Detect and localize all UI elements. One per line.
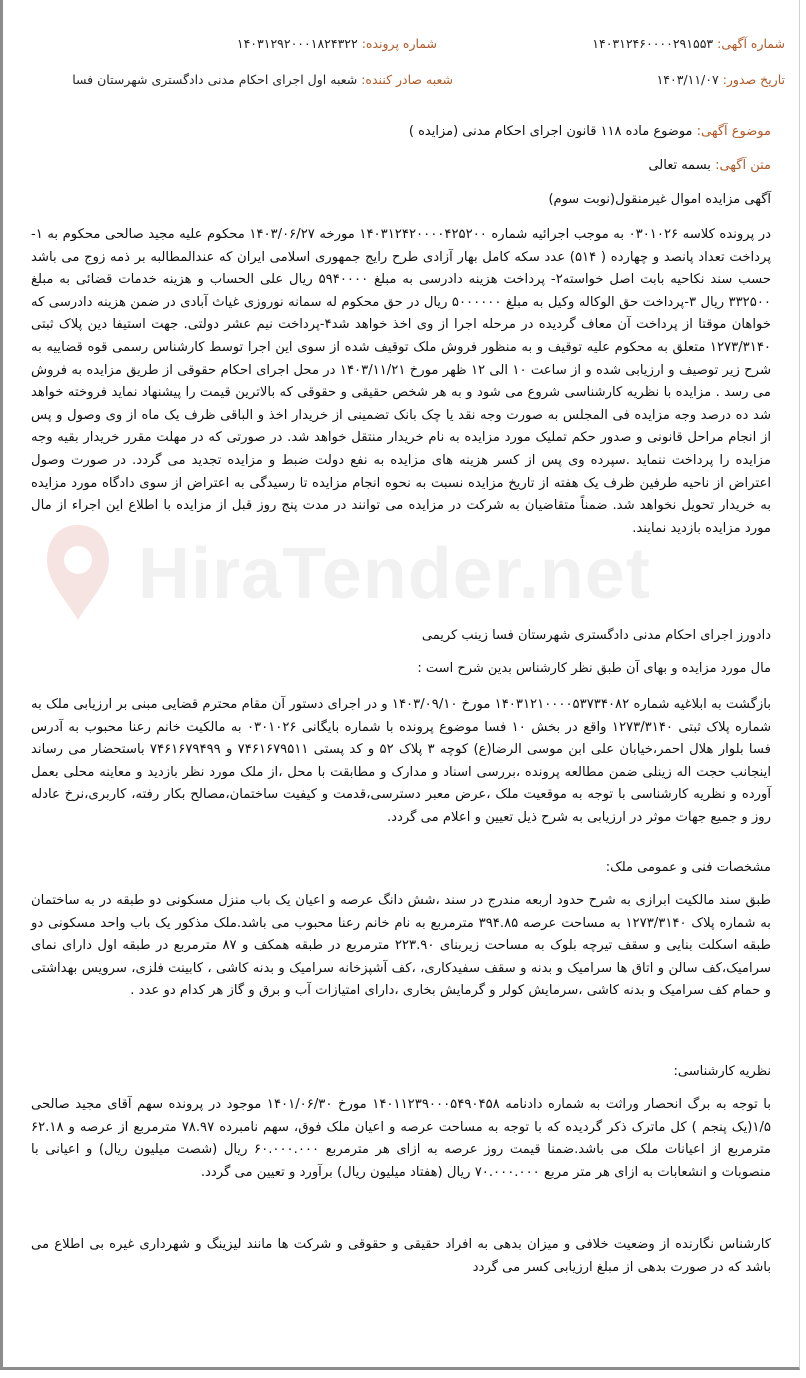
subject-line [31, 124, 771, 139]
opinion-paragraph: با توجه به برگ انحصار وراثت به شماره دادنامه ۱۴۰۱۱۲۳۹۰۰۰۵۴۹۰۴۵۸ مورخ ۱۴۰۱/۰۶/۳۰ موجود در پرونده سهم آقای مجید صالحی ۱/۵(یک پنجم ) کل ماترک ذکر گردیده که با توجه به مساحت عرصه و اعیان ملک فوق، سهم نامبرده ۷۸.۹۷ مترمربع از عرصه و ۶۲.۱۸ مترمربع از اعیانات ملک می باشد.ضمنا قیمت روز عرصه به ازای هر مترمربع ۶۰.۰۰۰.۰۰۰ ریال (شصت میلیون ریال) و اعیانی با منصوبات و انشعابات به ازای هر متر مربع ۷۰.۰۰۰.۰۰۰ ریال (هفتاد میلیون ریال) برآورد و تعیین می گردد. [31, 1097, 771, 1180]
main-paragraph: در پرونده کلاسه ۰۳۰۱۰۲۶ به موجب اجرائیه شماره ۱۴۰۳۱۲۴۲۰۰۰۰۴۲۵۲۰۰ مورخه ۱۴۰۳/۰۶/۲۷ محکوم علیه مجید صالحی محکوم به ۱- پرداخت تعداد پانصد و چهارده ( ۵۱۴) عدد سکه کامل بهار آزادی طرح رایج جمهوری اسلامی ایران که عندالمطالبه بر ذمه زوج می باشد حسب سند نکاحیه بابت اصل خواسته۲- پرداخت هزینه دادرسی به مبلغ ۵۹۴۰۰۰۰ ریال علی الحساب و هزینه خدمات قضائی به مبلغ ۳۳۲۵۰۰ ریال ۳-پرداخت حق الوکاله وکیل به مبلغ ۵۰۰۰۰۰۰ ریال در حق محکوم له سمانه نوروزی غیاث آبادی در ضمن هزینه دادرسی که خواهان موقتا از پرداخت آن معاف گردیده در مرحله اجرا از وی اخذ خواهد شد۴-پرداخت نیم عشر دولتی. جهت استیفا دین پلاک ثبتی ۱۲۷۳/۳۱۴۰ متعلق به محکوم علیه توقیف و به منظور فروش ملک توقیف شده از سوی این اجرا توسط کارشناس رسمی قوه قضاییه به شرح زیر توصیف و ارزیابی شده و از ساعت ۱۰ الی ۱۲ ظهر مورخ ۱۴۰۳/۱۱/۲۱ در محل اجرای احکام حقوقی از طریق مزایده به فروش می رسد . مزایده با نظریه کارشناسی شروع می شود و به هر شخص حقیقی و حقوقی که بالاترین قیمت را پیشنهاد نماید فروخته خواهد شد ده درصد وجه مزایده فی المجلس به صورت وجه نقد یا چک بانک تضمینی از خریدار اخذ و الباقی ظرف یک ماه از وی وصول و پس از انجام مراحل قانونی و صدور حکم تملیک مورد مزایده به نام خریدار منتقل خواهد شد. در صورتی که در مهلت مقرر خریدار بقیه وجه مزایده را پرداخت ننماید .سپرده وی پس از کسر هزینه های مزایده به نفع دولت ضبط و مزایده تجدید می گردد. در صورت وصول اعتراض از ناحیه طرفین ظرف یک هفته از تاریخ مزایده نسبت به نحوه انجام مزایده تا رسیدگی به اعتراض از سوی دادگاه مورد مزایده به خریدار تحویل نخواهد شد. ضمناً متقاضیان به شرکت در مزایده می توانند در مدت پنج روز قبل از مزایده با اطلاع این اجراء از مال مورد مزایده بازدید نمایند. [31, 227, 772, 536]
body-value: بسمه تعالی [648, 158, 711, 173]
case-number-label: شماره پرونده: [361, 36, 437, 51]
disclaimer-paragraph: کارشناس نگارنده از وضعیت خلافی و میزان بدهی به افراد حقیقی و حقوقی و شرکت ها مانند لیزینگ و شهرداری غیره بی اطلاع می باشد که در صورت بدهی از مبلغ ارزیابی کسر می گردد [31, 1237, 771, 1275]
issue-date [657, 72, 785, 87]
ad-number-label: شماره آگهی: [717, 36, 785, 51]
officer-line: دادورز اجرای احکام مدنی دادگستری شهرستان فسا زینب کریمی [421, 628, 771, 643]
opinion-heading: نظریه کارشناسی: [673, 1064, 771, 1079]
issue-date-value: ۱۴۰۳/۱۱/۰۷ [656, 72, 719, 87]
subject-label: موضوع آگهی: [696, 124, 771, 139]
tech-heading: مشخصات فنی و عمومی ملک: [605, 860, 771, 875]
body-line [31, 158, 771, 173]
ad-number [592, 36, 785, 51]
subject-value: موضوع ماده ۱۱۸ قانون اجرای احکام مدنی (مزایده ) [408, 124, 693, 139]
tech-paragraph: طبق سند مالکیت ابرازی به شرح حدود اربعه مندرج در سند ،شش دانگ عرصه و اعیان یک باب منزل مسکونی دو طبقه در به ساختمان به شماره پلاک ۱۲۷۳/۳۱۴۰ به مساحت عرصه ۳۹۴.۸۵ مترمربع به نام خانم رعنا محبوب می باشد.ملک مذکور یک باب واحد مسکونی دو طبقه اسکلت بنایی و سقف تیرچه بلوک به مساحت زیربنای ۲۲۳.۹۰ مترمربع در طبقه همکف و ۸۷ مترمربع در طبقه اول دارای نمای سرامیک،کف سالن و اتاق ها سرامیک و بدنه و سقف سفیدکاری، ،کف آشپزخانه سرامیک و بدنه کاشی ، کابینت فلزی، سرویس بهداشتی و حمام کف سرامیک و بدنه کاشی ،سرمایش کولر و گرمایش بخاری ،دارای امتیازات آب و برق و گاز هر کدام دو عدد . [31, 893, 771, 999]
issuer-label: شعبه صادر کننده: [361, 72, 453, 87]
body-label: متن آگهی: [715, 158, 771, 173]
ad-number-value: ۱۴۰۳۱۲۴۶۰۰۰۰۲۹۱۵۵۳ [592, 36, 714, 51]
watermark-text: HiraTender.net [138, 534, 651, 614]
issue-date-label: تاریخ صدور: [722, 72, 785, 87]
issuer [72, 72, 453, 87]
case-number-value: ۱۴۰۳۱۲۹۲۰۰۰۱۸۲۴۳۲۲ [236, 36, 358, 51]
notice-title: آگهی مزایده اموال غیرمنقول(نوبت سوم) [548, 192, 771, 207]
case-number [237, 36, 437, 51]
report-paragraph: بازگشت به ابلاغیه شماره ۱۴۰۳۱۲۱۰۰۰۰۵۳۷۳۴۰۸۲ مورخ ۱۴۰۳/۰۹/۱۰ و در اجرای دستور آن مقام محترم قضایی مبنی بر ارزیابی ملک به شماره پلاک ثبتی ۱۲۷۳/۳۱۴۰ واقع در بخش ۱۰ فسا موضوع پرونده با شماره بایگانی ۰۳۰۱۰۲۶ به مالکیت خانم رعنا محبوب به آدرس فسا بلوار هلال احمر،خیابان علی ابن موسی الرضا(ع) کوچه ۳ پلاک ۵۲ و کد پستی ۷۴۶۱۶۷۹۵۱۱ و ۷۴۶۱۶۷۹۴۹۹ باستحضار می رساند اینجانب حجت اله زینلی ضمن مطالعه پرونده ،بررسی اسناد و مدارک و مطابقت با محل ،از ملک مورد نظر بازدید و معاینه محلی بعمل آورده و نظریه کارشناسی با توجه به موقعیت ملک ،عرض معبر دسترسی،قدمت و کیفیت ساختمان،مصالح بکار رفته، کاربری،نرخ عادله روز و جمیع جهات موثر در ارزیابی به شرح ذیل تعیین و اعلام می گردد. [31, 697, 771, 825]
property-intro: مال مورد مزایده و بهای آن طبق نظر کارشناس بدین شرح است : [417, 661, 771, 676]
issuer-value: شعبه اول اجرای احکام مدنی دادگستری شهرستان فسا [72, 72, 358, 87]
